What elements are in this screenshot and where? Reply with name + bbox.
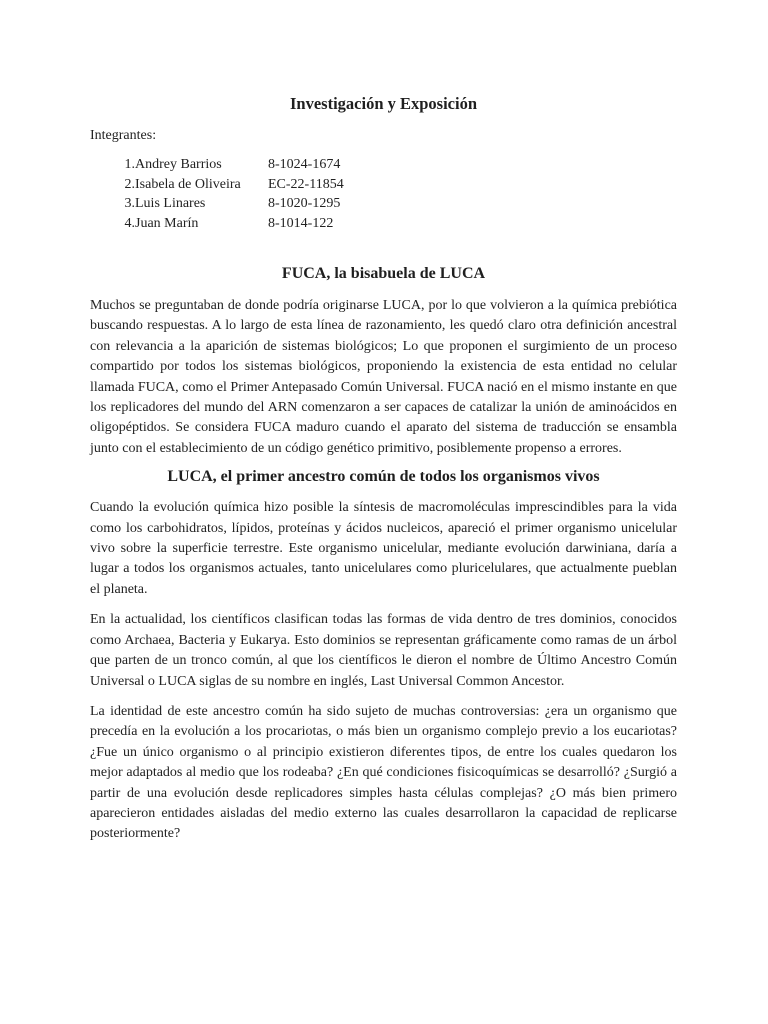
section-heading-fuca: FUCA, la bisabuela de LUCA xyxy=(281,265,486,282)
member-number: 2. xyxy=(124,176,135,192)
section-heading-luca: LUCA, el primer ancestro común de todos los organismos vivos xyxy=(167,468,600,486)
member-item xyxy=(90,155,677,175)
paragraph-luca-2: En la actualidad, los científicos clasifican todas las formas de vida dentro de tres dominios, conocidos como Archaea, Bacteria y Eukarya. Esto dominios se representan gráficamente como ramas de un árbol que parten de un tronco común, al que los científicos le dieron el nombre de Último Ancestro Común Universal o LUCA siglas de su nombre en inglés, Last Universal Common Ancestor. xyxy=(90,612,677,689)
paragraph-fuca: Muchos se preguntaban de donde podría originarse LUCA, por lo que volvieron a la química prebiótica buscando respuestas. A lo largo de esta línea de razonamiento, les quedó claro otra definición ancestral con relevancia a la aparición de sistemas biológicos; Lo que proponen el surgimiento de un proceso compartido por todos los sistemas biológicos, proponiendo la existencia de esta entidad no celular llamada FUCA, como el Primer Antepasado Común Universal. FUCA nació en el mismo instante en que los replicadores del mundo del ARN comenzaron a ser capaces de catalizar la unión de aminoácidos en oligopéptidos. Se considera FUCA maduro cuando el aparato del sistema de traducción se ensambla junto con el establecimiento de un código genético primitivo, posiblemente propenso a errores. xyxy=(90,298,677,456)
member-id: 8-1024-1674 xyxy=(268,157,341,172)
member-name: Luis Linares xyxy=(135,196,206,211)
members-label: Integrantes: xyxy=(90,128,157,143)
member-item xyxy=(90,175,677,195)
member-name: Isabela de Oliveira xyxy=(135,176,241,192)
paragraph-luca-1: Cuando la evolución química hizo posible la síntesis de macromoléculas imprescindibles para la vida como los carbohidratos, lípidos, proteínas y ácidos nucleicos, apareció el primer organismo unicelular vivo sobre la superficie terrestre. Este organismo unicelular, mediante evolución darwiniana, daría a lugar a todos los organismos actuales, tanto unicelulares como pluricelulares, que actualmente pueblan el planeta. xyxy=(90,500,677,597)
member-name: Juan Marín xyxy=(135,215,199,231)
member-name: Andrey Barrios xyxy=(135,157,222,172)
member-number: 4. xyxy=(124,215,135,231)
members-list xyxy=(90,155,677,233)
member-item xyxy=(90,214,677,234)
member-number: 1. xyxy=(124,157,135,172)
member-item xyxy=(90,194,677,214)
member-id: EC-22-11854 xyxy=(268,176,344,192)
member-number: 3. xyxy=(124,196,135,211)
member-id: 8-1014-122 xyxy=(268,215,334,231)
member-id: 8-1020-1295 xyxy=(268,196,341,211)
document-title: Investigación y Exposición xyxy=(289,94,478,113)
paragraph-luca-3: La identidad de este ancestro común ha sido sujeto de muchas controversias: ¿era un organismo que precedía en la evolución a los procariotas, o más bien un organismo complejo previo a los eucariotas? ¿Fue un único organismo o al principio existieron diferentes tipos, de entre los cuales quedaron los mejor adaptados al medio que los rodeaba? ¿En qué condiciones fisicoquímicas se desarrolló? ¿Surgió a partir de una evolución desde replicadores simples hasta células complejas? ¿O más bien primero aparecieron entidades aisladas del medio externo las cuales desarrollaron la capacidad de replicarse posteriormente? xyxy=(90,703,677,842)
